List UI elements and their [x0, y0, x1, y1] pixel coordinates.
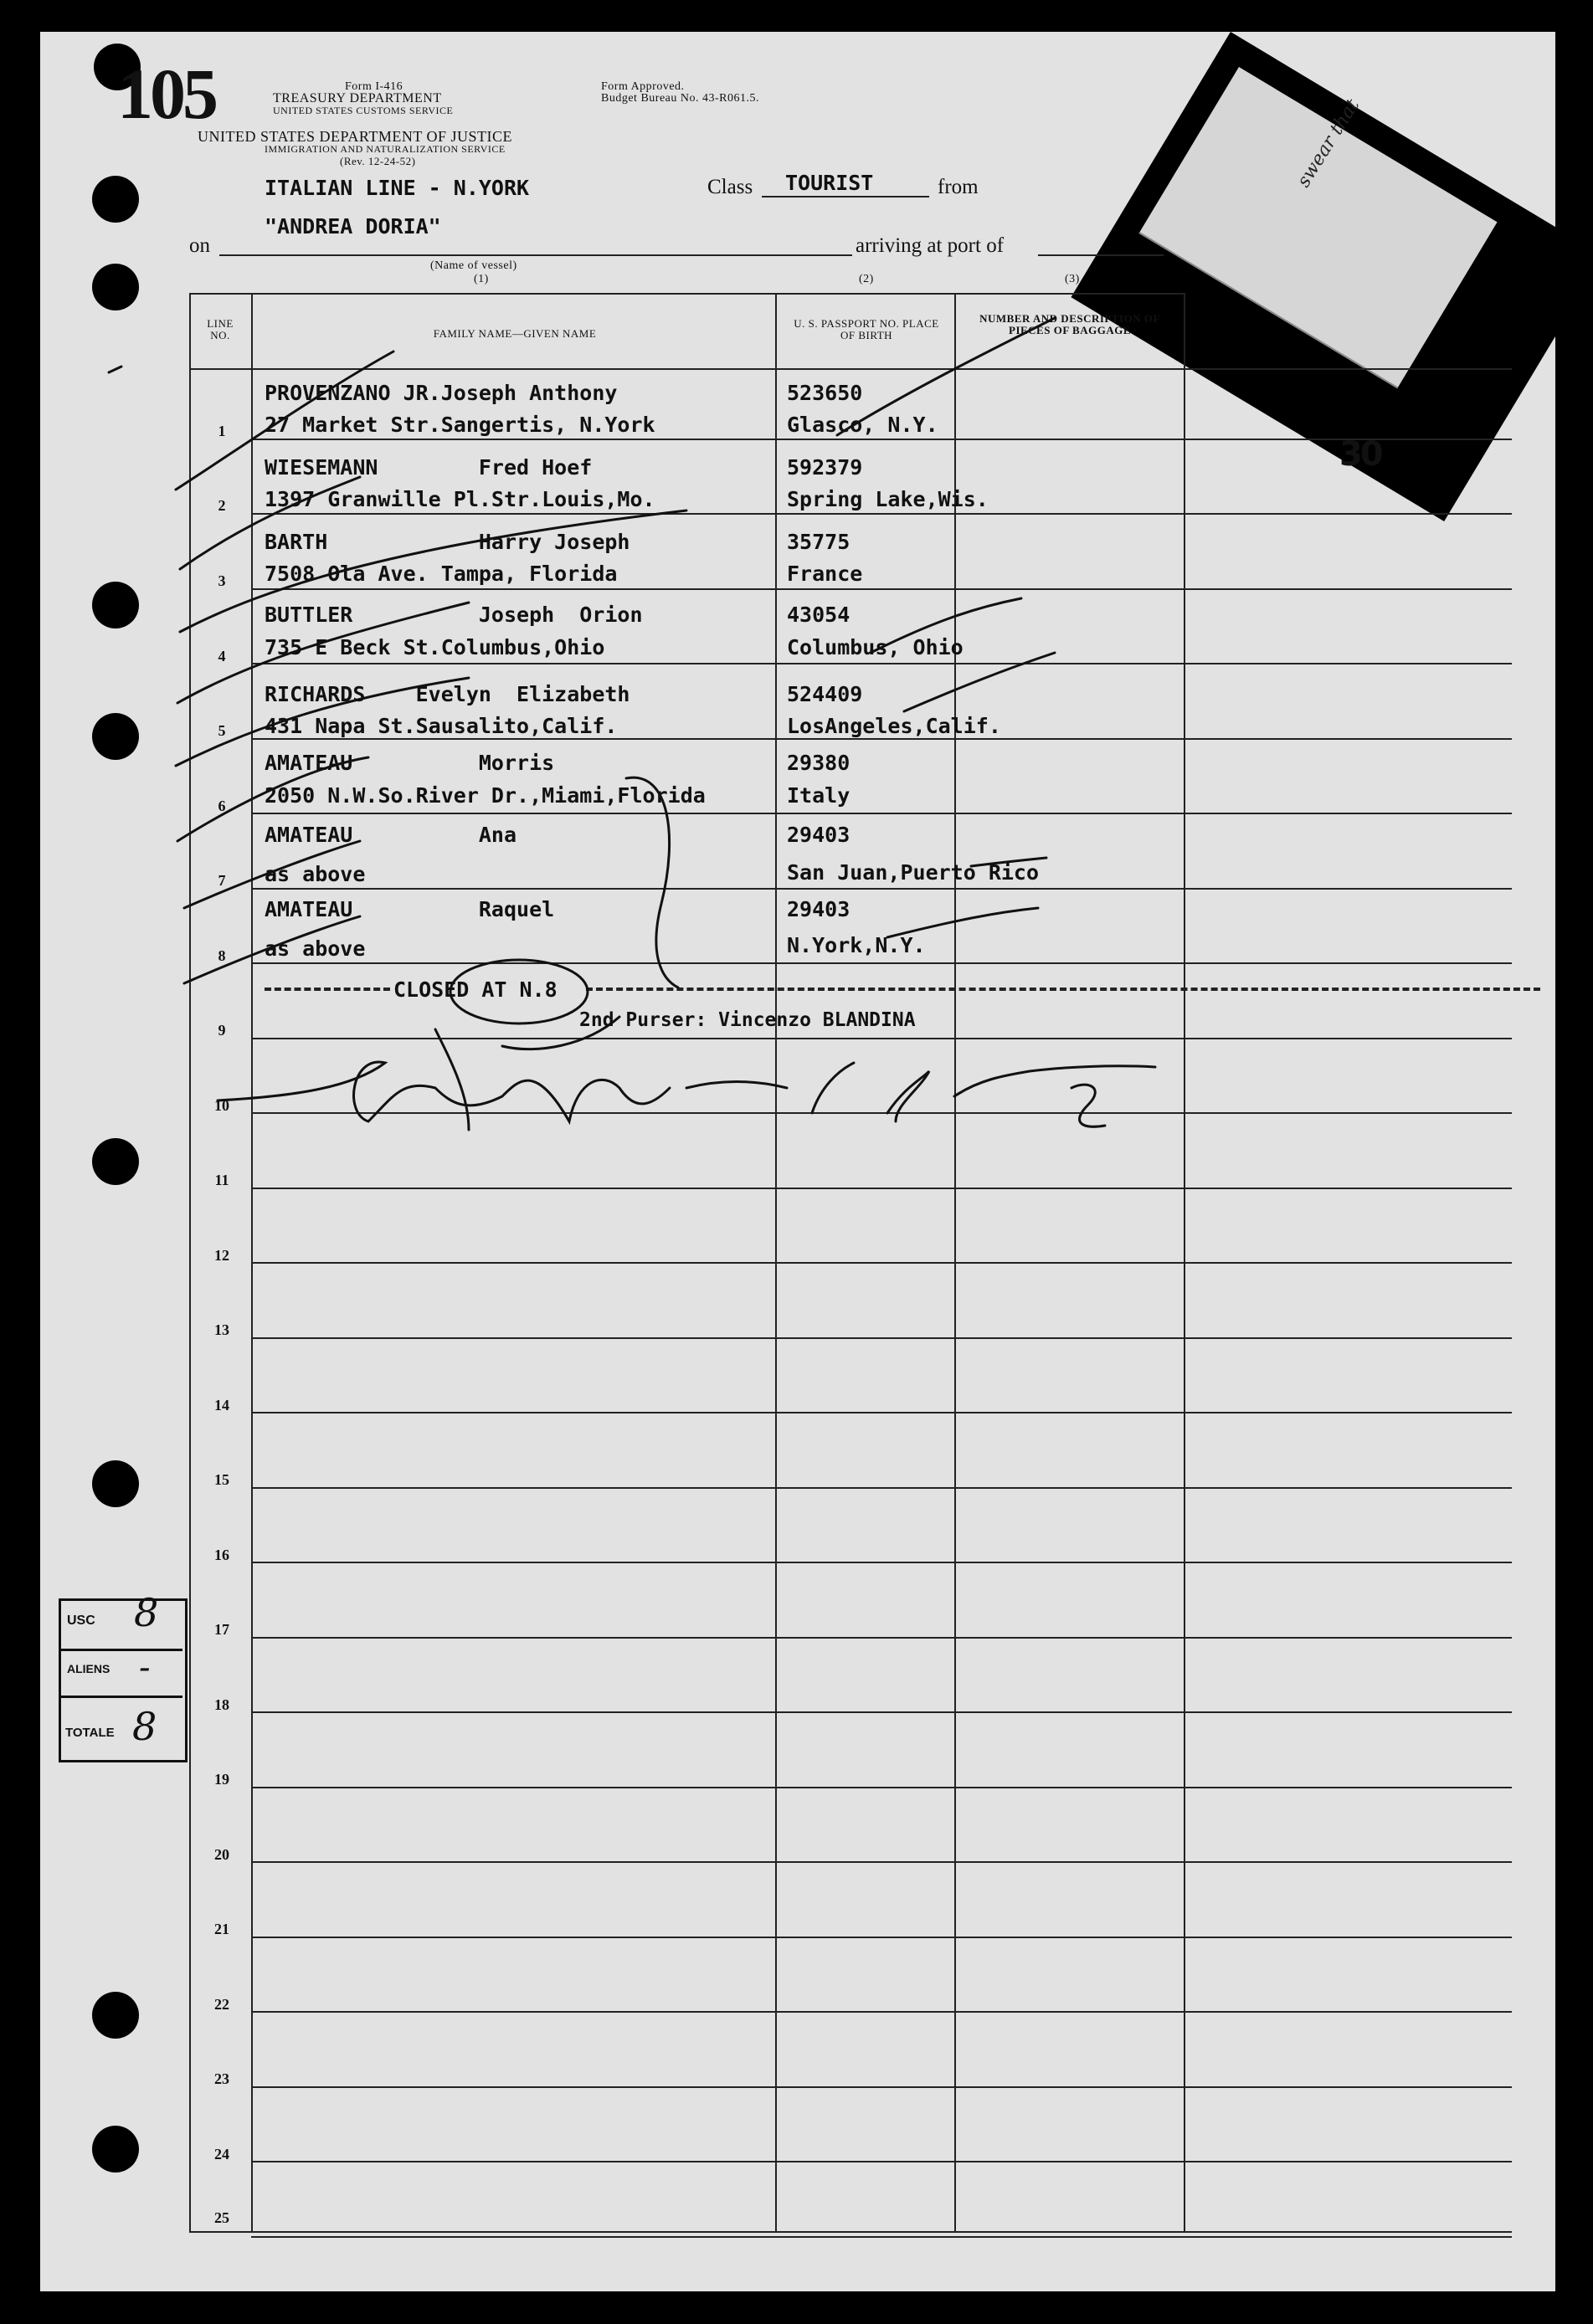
passenger-name: AMATEAU Ana: [265, 823, 517, 847]
row-number: 20: [214, 1846, 229, 1863]
row-number: 3: [218, 572, 226, 589]
budget-bureau: Budget Bureau No. 43-R061.5.: [601, 92, 759, 105]
arriving-label: arriving at port of: [856, 234, 1005, 257]
row-number: 19: [214, 1771, 229, 1788]
col-header-passport: U. S. PASSPORT NO. PLACE OF BIRTH: [794, 317, 939, 341]
passenger-name: WIESEMANN Fred Hoef: [265, 455, 593, 480]
passport-number: 35775: [787, 530, 850, 554]
aliens-label: ALIENS: [67, 1662, 110, 1675]
caption-3: (3): [1065, 273, 1080, 285]
passenger-address: 7508 Ola Ave. Tampa, Florida: [265, 562, 618, 586]
purser-name: 2nd Purser: Vincenzo BLANDINA: [579, 1009, 916, 1031]
place-of-birth: Spring Lake,Wis.: [787, 487, 989, 511]
totale-label: TOTALE: [65, 1726, 115, 1740]
place-of-birth: N.York,N.Y.: [787, 933, 926, 957]
row-number: 6: [218, 798, 226, 814]
customs-service: UNITED STATES CUSTOMS SERVICE: [273, 105, 454, 116]
row-number: 7: [218, 872, 226, 889]
passport-number: 592379: [787, 455, 863, 480]
margin-note: 30: [1339, 435, 1381, 474]
passenger-address: 2050 N.W.So.River Dr.,Miami,Florida: [265, 783, 706, 808]
aliens-value: -: [139, 1649, 151, 1687]
usc-label: USC: [67, 1613, 95, 1628]
row-number: 13: [214, 1321, 229, 1338]
row-number: 4: [218, 648, 226, 664]
row-number: 16: [214, 1547, 229, 1563]
row-number: 5: [218, 722, 226, 739]
place-of-birth: Italy: [787, 783, 850, 808]
passenger-address: as above: [265, 936, 366, 961]
caption-1: (1): [474, 273, 489, 285]
passenger-name: BUTTLER Joseph Orion: [265, 603, 643, 627]
passenger-name: RICHARDS Evelyn Elizabeth: [265, 682, 630, 706]
totale-value: 8: [132, 1704, 157, 1749]
row-number: 11: [214, 1172, 229, 1188]
row-number: 8: [218, 947, 226, 964]
row-number: 2: [218, 497, 226, 514]
passenger-name: AMATEAU Morris: [265, 751, 555, 775]
treasury-dept: TREASURY DEPARTMENT: [273, 91, 442, 105]
caption-2: (2): [859, 273, 874, 285]
form-number: Form I-416: [345, 80, 403, 93]
place-of-birth: LosAngeles,Calif.: [787, 714, 1001, 738]
tally-divider: [59, 1649, 182, 1651]
row-number: 9: [218, 1022, 226, 1039]
passenger-address: 1397 Granwille Pl.Str.Louis,Mo.: [265, 487, 655, 511]
justice-dept: UNITED STATES DEPARTMENT OF JUSTICE: [198, 128, 513, 145]
ins-service: IMMIGRATION AND NATURALIZATION SERVICE: [265, 143, 506, 155]
passenger-name: BARTH Harry Joseph: [265, 530, 630, 554]
row-number: 23: [214, 2070, 229, 2087]
passport-number: 29403: [787, 897, 850, 921]
vessel-name: "ANDREA DORIA": [265, 214, 441, 239]
passport-number: 29403: [787, 823, 850, 847]
from-label: from: [938, 176, 979, 198]
passenger-address: 27 Market Str.Sangertis, N.York: [265, 413, 655, 437]
class-value: TOURIST: [785, 171, 874, 195]
passport-number: 43054: [787, 603, 850, 627]
passenger-address: 431 Napa St.Sausalito,Calif.: [265, 714, 618, 738]
passenger-address: 735 E Beck St.Columbus,Ohio: [265, 635, 605, 659]
passenger-name: AMATEAU Raquel: [265, 897, 555, 921]
row-number: 25: [214, 2209, 229, 2226]
on-label: on: [189, 234, 210, 257]
closed-at-text: CLOSED AT N.8: [393, 977, 558, 1002]
place-of-birth: Glasco, N.Y.: [787, 413, 938, 437]
place-of-birth: France: [787, 562, 863, 586]
row-number: 24: [214, 2146, 229, 2162]
row-number: 18: [214, 1696, 229, 1713]
row-number: 1: [218, 423, 226, 439]
passport-number: 524409: [787, 682, 863, 706]
row-number: 12: [214, 1247, 229, 1264]
row-number: 22: [214, 1996, 229, 2013]
col-header-line-no: LINE NO.: [207, 317, 234, 341]
row-number: 10: [214, 1097, 229, 1114]
passport-number: 523650: [787, 381, 863, 405]
usc-value: 8: [134, 1590, 159, 1635]
row-number: 15: [214, 1471, 229, 1488]
tally-divider: [59, 1696, 182, 1698]
passenger-address: as above: [265, 862, 366, 886]
line-company: ITALIAN LINE - N.YORK: [265, 176, 530, 200]
row-number: 14: [214, 1397, 229, 1413]
row-number: 17: [214, 1621, 229, 1638]
name-of-vessel-caption: (Name of vessel): [430, 259, 517, 272]
class-label: Class: [707, 176, 753, 198]
col-header-baggage: NUMBER AND DESCRIPTION OF PIECES OF BAGGAGE: [979, 312, 1160, 336]
passport-number: 29380: [787, 751, 850, 775]
place-of-birth: San Juan,Puerto Rico: [787, 860, 1040, 885]
passenger-name: PROVENZANO JR.Joseph Anthony: [265, 381, 618, 405]
place-of-birth: Columbus, Ohio: [787, 635, 964, 659]
corner-handwriting: swear that: [1293, 95, 1364, 192]
row-number: 21: [214, 1921, 229, 1937]
revision: (Rev. 12-24-52): [340, 155, 416, 167]
form-approved: Form Approved.: [601, 80, 685, 93]
col-header-name: FAMILY NAME—GIVEN NAME: [433, 327, 597, 340]
page-stamp: 105: [117, 54, 215, 134]
